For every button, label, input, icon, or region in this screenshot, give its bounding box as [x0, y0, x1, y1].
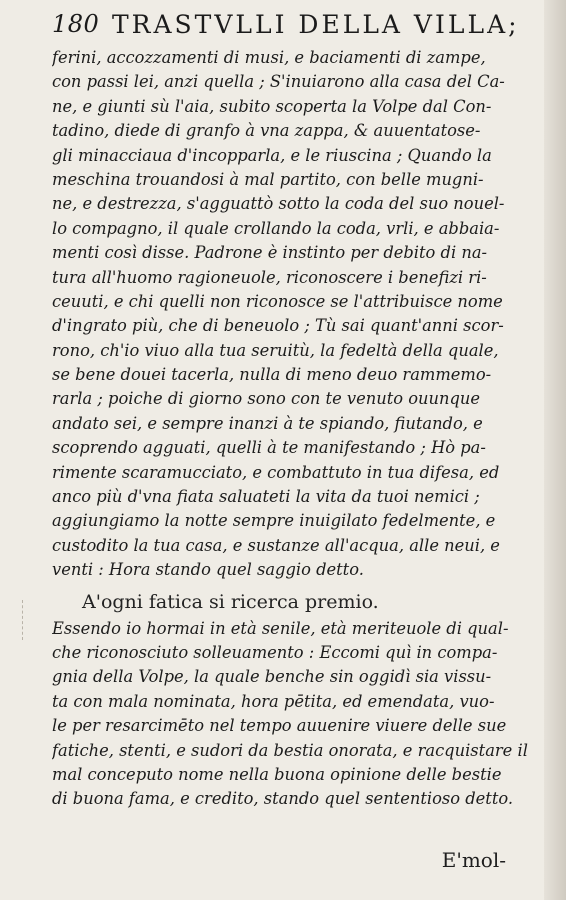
- text-line: aggiungiamo la notte sempre inuigilato fedelmente, e: [52, 511, 496, 531]
- text-line: rimente scaramucciato, e combattuto in tua difesa, ed: [52, 462, 500, 482]
- text-line: con passi lei, anzi quella ; S'inuiarono alla casa del Ca-: [52, 72, 505, 92]
- text-line: ne, e giunti sù l'aia, subito scoperta la Volpe dal Con-: [52, 96, 492, 116]
- text-line: meschina trouandosi à mal partito, con belle mugni-: [52, 169, 484, 189]
- text-line: Essendo io hormai in età senile, età meriteuole di qual-: [52, 618, 509, 638]
- body-text: [52, 46, 530, 812]
- text-line: ta con mala nominata, hora pētita, ed emendata, vuo-: [52, 691, 495, 711]
- text-line: d'ingrato più, che di beneuolo ; Tù sai quant'anni scor-: [52, 316, 504, 336]
- text-line: scoprendo agguati, quelli à te manifestando ; Hò pa-: [52, 438, 486, 458]
- text-line: ne, e destrezza, s'agguattò sotto la coda del suo nouel-: [52, 194, 505, 214]
- text-line: se bene douei tacerla, nulla di meno deuo rammemo-: [52, 365, 492, 385]
- text-line: gnia della Volpe, la quale benche sin oggidì sia vissu-: [52, 667, 492, 687]
- text-line: lo compagno, il quale crollando la coda, vrli, e abbaia-: [52, 218, 500, 238]
- text-line: ceuuti, e chi quelli non riconosce se l'attribuisce nome: [52, 291, 503, 311]
- text-line: le per resarcimēto nel tempo auuenire viuere delle sue: [52, 716, 507, 736]
- text-line: fatiche, stenti, e sudori da bestia onorata, e racquistare il: [52, 740, 528, 760]
- text-line: custodito la tua casa, e sustanze all'acqua, alle neui, e: [52, 535, 500, 555]
- text-line: rarla ; poiche di giorno sono con te venuto ouunque: [52, 389, 481, 409]
- running-title: TRASTVLLI DELLA VILLA;: [112, 10, 520, 39]
- text-line: che riconosciuto solleuamento : Eccomi quì in compa-: [52, 642, 498, 662]
- page-header: [52, 6, 530, 46]
- text-line: ferini, accozzamenti di musi, e baciamenti di zampe,: [52, 48, 486, 67]
- text-line: tadino, diede di granfo à vna zappa, & auuentatose-: [52, 121, 481, 141]
- proverb-heading: A'ogni fatica si ricerca premio.: [82, 590, 379, 613]
- text-line: mal conceputo nome nella buona opinione delle bestie: [52, 764, 502, 784]
- text-line: rono, ch'io viuo alla tua seruitù, la fedeltà della quale,: [52, 340, 499, 360]
- text-line: anco più d'vna fiata saluateti la vita da tuoi nemici ;: [52, 487, 480, 507]
- text-line: andato sei, e sempre inanzi à te spiando, fiutando, e: [52, 413, 483, 433]
- text-line: di buona fama, e credito, stando quel sententioso detto.: [52, 789, 514, 809]
- margin-show-through: [22, 600, 35, 640]
- text-line: venti : Hora stando quel saggio detto.: [52, 560, 364, 580]
- catchword: E'mol-: [441, 848, 506, 872]
- text-line: tura all'huomo ragioneuole, riconoscere i benefizi ri-: [52, 267, 487, 287]
- text-line: menti così disse. Padrone è instinto per debito di na-: [52, 243, 488, 263]
- page-gutter-shadow: [544, 0, 566, 900]
- page-number: 180: [52, 10, 100, 38]
- text-line: gli minacciaua d'incopparla, e le riuscina ; Quando la: [52, 145, 492, 165]
